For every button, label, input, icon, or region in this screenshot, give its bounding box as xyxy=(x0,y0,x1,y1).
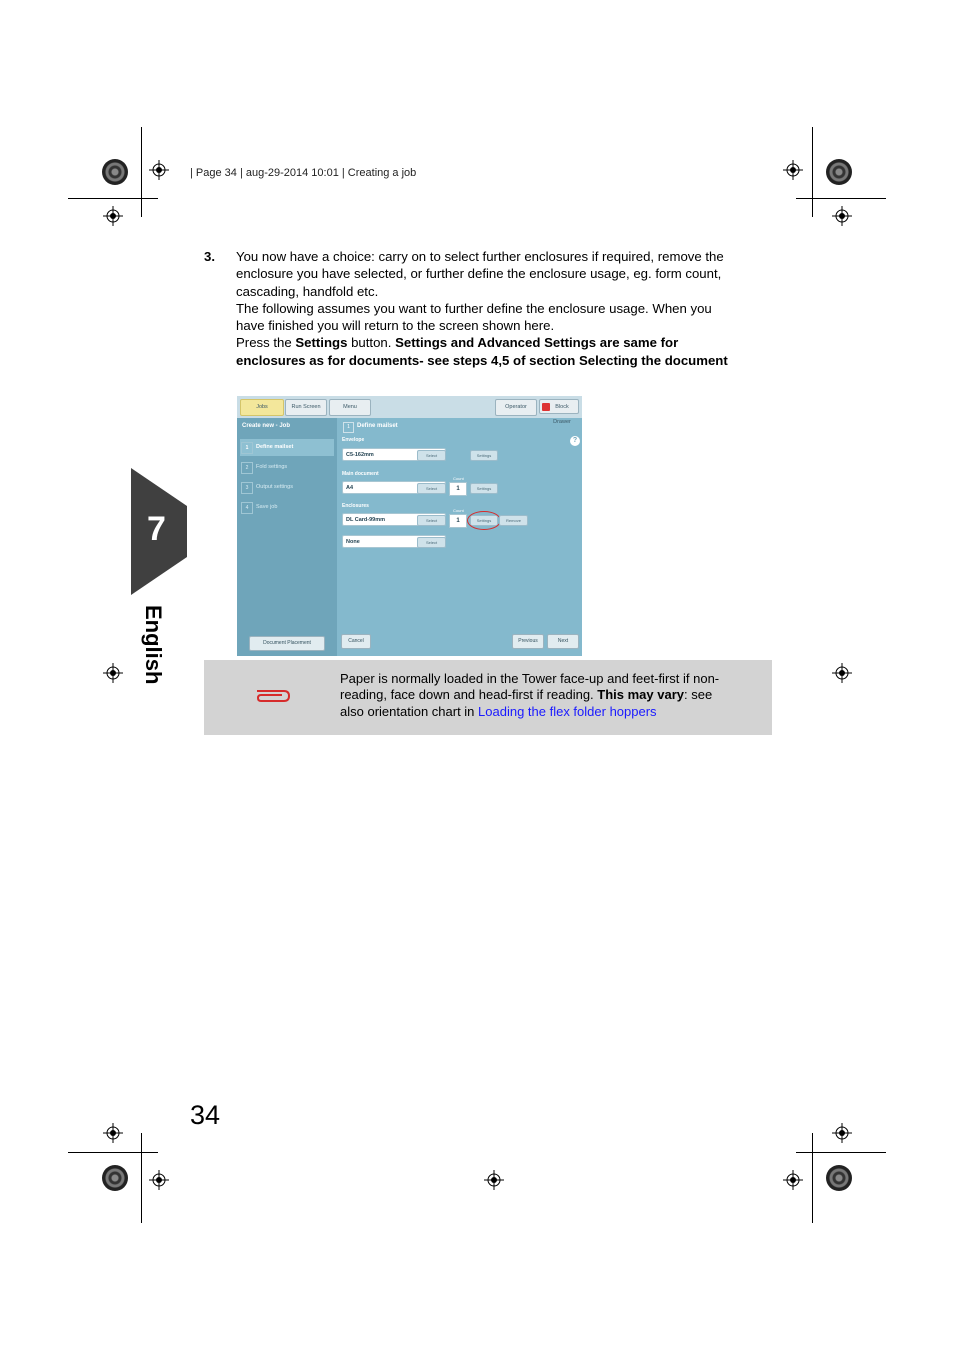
section-title: Define mailset xyxy=(357,423,398,429)
registration-dot xyxy=(102,159,128,185)
step-line: have finished you will return to the screen shown here. xyxy=(236,318,555,334)
wizard-step-1[interactable] xyxy=(240,439,334,456)
crop-mark xyxy=(68,198,158,199)
text-run: Press the xyxy=(236,335,296,351)
registration-cross xyxy=(103,663,123,683)
page-header: | Page 34 | aug-29-2014 10:01 | Creating a job xyxy=(190,167,417,179)
settings-highlight-circle xyxy=(467,511,501,530)
registration-cross xyxy=(149,1170,169,1190)
note-line: Paper is normally loaded in the Tower face-up and feet-first if non- xyxy=(340,671,720,686)
page-number: 34 xyxy=(190,1100,221,1130)
step-label: Output settings xyxy=(256,484,293,490)
envelope-select-button[interactable]: Select xyxy=(417,450,446,461)
tab-menu[interactable]: Menu xyxy=(329,399,371,416)
step-index: 3 xyxy=(241,482,253,494)
step-body xyxy=(236,248,781,369)
registration-cross xyxy=(832,663,852,683)
tab-run-screen[interactable]: Run Screen xyxy=(285,399,327,416)
step-label: Define mailset xyxy=(256,444,294,450)
registration-cross xyxy=(149,160,169,180)
count-label: Count xyxy=(453,476,464,481)
document-placement-button[interactable]: Document Placement xyxy=(249,636,325,651)
language-text: English xyxy=(141,605,166,685)
chapter-number: 7 xyxy=(147,510,166,548)
step-line: The following assumes you want to further define the enclosure usage. When you xyxy=(236,300,712,316)
text-run: also orientation chart in xyxy=(340,703,479,719)
next-button[interactable]: Next xyxy=(547,634,579,649)
step-index: 1 xyxy=(241,442,253,454)
main-document-settings-button[interactable]: Settings xyxy=(470,483,498,494)
step-index: 4 xyxy=(241,502,253,514)
bold-text: enclosures as for documents- see steps 4,5 of section Selecting the document xyxy=(236,352,728,368)
block-drawer-button[interactable] xyxy=(539,399,579,425)
note-text xyxy=(340,671,762,720)
registration-cross xyxy=(484,1170,504,1190)
settings-term: Settings xyxy=(295,335,348,351)
text-run: button. xyxy=(347,335,396,351)
step-line: cascading, handfold etc. xyxy=(236,283,379,299)
section-index: 1 xyxy=(343,422,354,433)
wizard-title: Create new - Job xyxy=(242,423,291,429)
step-number: 3. xyxy=(204,249,215,264)
enclosure-count[interactable]: 1 xyxy=(449,514,467,528)
main-document-select-button[interactable]: Select xyxy=(417,483,446,494)
wizard-step-3[interactable] xyxy=(240,479,334,496)
enclosure-2-select-button[interactable]: Select xyxy=(417,537,446,548)
wizard-step-4[interactable] xyxy=(240,499,334,516)
tab-jobs[interactable]: Jobs xyxy=(240,399,284,416)
previous-button[interactable]: Previous xyxy=(512,634,544,649)
step-line: You now have a choice: carry on to select further enclosures if required, remove the xyxy=(236,249,724,264)
enclosure-field[interactable]: DL Card-99mm xyxy=(342,513,446,526)
note-line xyxy=(340,704,762,720)
paperclip-icon xyxy=(252,683,292,709)
note-line xyxy=(340,687,762,703)
step-line xyxy=(236,334,781,351)
step-line: enclosure you have selected, or further define the enclosure usage, eg. form count, xyxy=(236,266,722,282)
bold-text: This may vary xyxy=(597,687,684,703)
text-run: reading, face down and head-first if reading. xyxy=(340,687,598,703)
crop-mark xyxy=(812,127,813,217)
ui-top-bar xyxy=(237,396,582,425)
block-drawer-icon xyxy=(542,403,550,411)
enclosures-label: Enclosures xyxy=(342,503,369,509)
ui-screenshot xyxy=(237,396,582,656)
flex-folder-hoppers-link[interactable]: Loading the flex folder hoppers xyxy=(478,703,657,719)
main-document-count[interactable]: 1 xyxy=(449,482,467,496)
step-line xyxy=(236,352,781,369)
enclosure-select-button[interactable]: Select xyxy=(417,515,446,526)
wizard-step-2[interactable] xyxy=(240,459,334,476)
define-mailset-pane xyxy=(337,418,582,656)
registration-cross xyxy=(103,1123,123,1143)
operator-button[interactable]: Operator xyxy=(495,399,537,416)
wizard-steps-pane xyxy=(237,418,337,656)
crop-mark xyxy=(812,1133,813,1223)
main-document-field[interactable]: A4 xyxy=(342,481,446,494)
envelope-field[interactable]: C5-162mm xyxy=(342,448,446,461)
registration-cross xyxy=(783,160,803,180)
language-label xyxy=(138,605,168,685)
help-icon[interactable]: ? xyxy=(570,436,580,446)
registration-cross xyxy=(103,206,123,226)
registration-dot xyxy=(102,1165,128,1191)
registration-cross xyxy=(832,206,852,226)
crop-mark xyxy=(796,198,886,199)
registration-cross xyxy=(783,1170,803,1190)
main-document-label: Main document xyxy=(342,471,379,477)
crop-mark xyxy=(141,1133,142,1223)
enclosure-remove-button[interactable]: Remove xyxy=(499,515,528,526)
step-label: Fold settings xyxy=(256,464,288,470)
registration-dot xyxy=(826,1165,852,1191)
bold-text: Settings and Advanced Settings are same for xyxy=(395,335,679,351)
envelope-label: Envelope xyxy=(342,437,365,443)
crop-mark xyxy=(796,1152,886,1153)
text-run: : see xyxy=(684,687,713,703)
count-label: Count xyxy=(453,508,464,513)
block-drawer-label: Block Drawer xyxy=(553,404,571,425)
envelope-settings-button[interactable]: Settings xyxy=(470,450,498,461)
cancel-button[interactable]: Cancel xyxy=(341,634,371,649)
step-label: Save job xyxy=(256,504,278,510)
step-index: 2 xyxy=(241,462,253,474)
crop-mark xyxy=(68,1152,158,1153)
enclosure-settings-button[interactable]: Settings xyxy=(470,515,498,526)
registration-dot xyxy=(826,159,852,185)
enclosure-field-2[interactable]: None xyxy=(342,535,446,548)
crop-mark xyxy=(141,127,142,217)
registration-cross xyxy=(832,1123,852,1143)
